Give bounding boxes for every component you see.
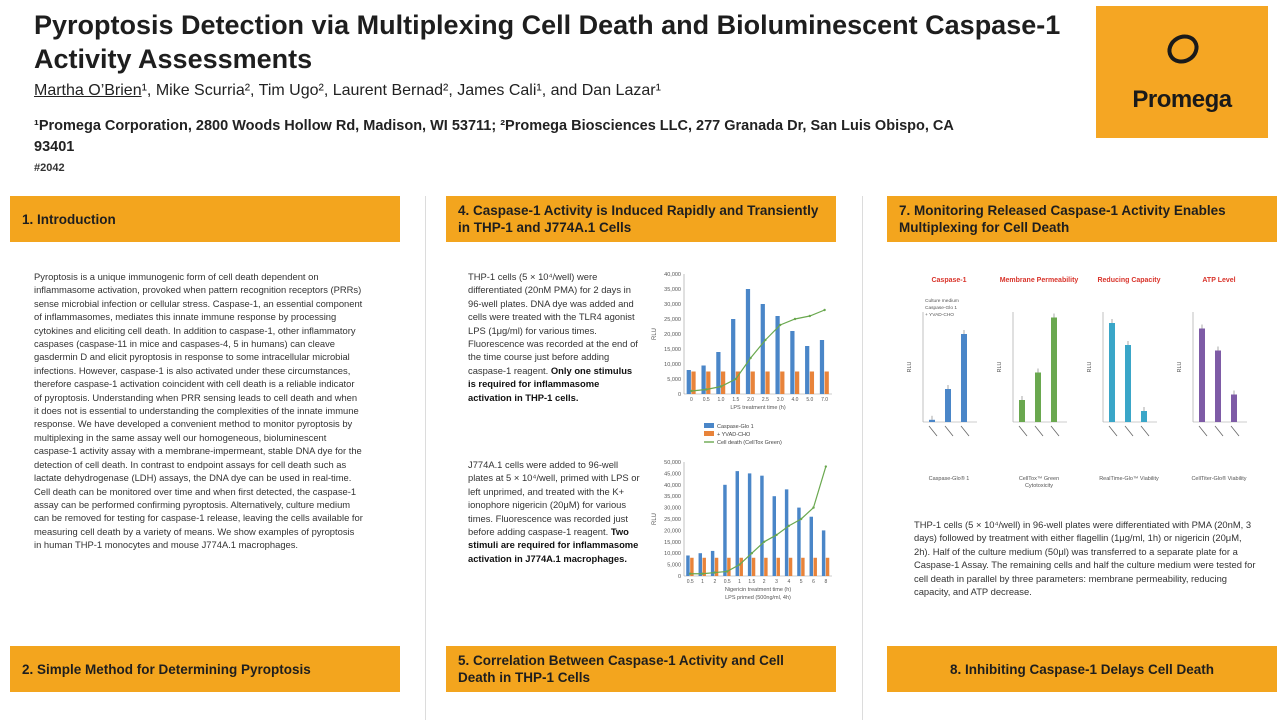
x-axis-label-2: LPS primed (500ng/ml, 4h) [725, 595, 791, 601]
y-tick-label: 10,000 [664, 551, 681, 558]
bar [810, 372, 814, 395]
panel-bar [929, 420, 935, 422]
line-point [726, 570, 728, 572]
line-point [764, 339, 766, 341]
panel-footer: CellTox™ Green [1018, 476, 1060, 482]
x-tick-label: 3.0 [776, 397, 784, 403]
x-tick-label: 3 [775, 579, 778, 585]
authors [34, 82, 661, 100]
bar [746, 289, 750, 394]
panel-footer: Caspase-Glo® 1 [928, 476, 970, 482]
line-point [812, 506, 814, 508]
x-tick-mark [1199, 426, 1207, 436]
line-point [763, 541, 765, 543]
y-axis-label: RLU [652, 512, 658, 526]
bar [740, 558, 743, 576]
x-tick-mark [929, 426, 937, 436]
x-tick-mark [1019, 426, 1027, 436]
panel-bar [1109, 323, 1115, 422]
x-tick-mark [1125, 426, 1133, 436]
bar [789, 558, 792, 576]
series-line [691, 310, 824, 391]
bar [687, 370, 691, 394]
bar [790, 331, 794, 394]
x-tick-label: 2 [713, 579, 717, 585]
panel-bar [1141, 411, 1147, 422]
x-tick-label: 2.5 [761, 397, 769, 403]
j774-text: J774A.1 cells were added to 96-well plates at 5 × 10⁴/well, primed with LPS or left unprimed, and treated with the K+ ionophore nigericin (20μM) for various times. Fluorescence was recorded just before adding caspase-1 reagent. [468, 459, 640, 538]
line-point [690, 390, 692, 392]
section-4-title: 4. Caspase-1 Activity is Induced Rapidly and Transiently in THP-1 and J774A.1 Cells [458, 203, 819, 235]
j774-conclusion: Two stimuli are required for inflammasome activation in J774A.1 macrophages. [468, 526, 639, 564]
series-line [690, 467, 826, 574]
y-tick-label: 35,000 [664, 494, 681, 501]
promega-swirl-icon [1166, 32, 1200, 66]
bar [814, 558, 817, 576]
x-tick-mark [1231, 426, 1239, 436]
x-tick-mark [1215, 426, 1223, 436]
section-4-header [446, 196, 836, 242]
y-tick-label: 20,000 [664, 332, 681, 338]
x-tick-label: 1 [738, 579, 741, 585]
panel-y-label: RLU [1177, 361, 1183, 373]
section-8-title: 8. Inhibiting Caspase-1 Delays Cell Death [949, 661, 1215, 677]
panel-y-label: RLU [1087, 361, 1093, 373]
x-tick-label: 2.0 [747, 397, 755, 403]
panel-bar [961, 334, 967, 422]
section-1-header [10, 196, 400, 242]
poster-id: #2042 [34, 162, 65, 174]
bar [721, 372, 725, 395]
y-tick-label: 25,000 [664, 317, 681, 323]
bar [795, 372, 799, 395]
y-tick-label: 25,000 [664, 517, 681, 523]
panel-bar [1125, 345, 1131, 422]
bar [777, 558, 780, 576]
x-tick-mark [1035, 426, 1043, 436]
x-tick-label: 0.5 [686, 579, 694, 585]
line-point [738, 563, 740, 565]
panel-bar [1199, 329, 1205, 423]
bar [727, 558, 730, 576]
section-1-title: 1. Introduction [22, 211, 116, 227]
other-authors: ¹, Mike Scurria², Tim Ugo², Laurent Bernad², James Cali¹, and Dan Lazar¹ [141, 82, 661, 99]
y-tick-label: 5,000 [667, 377, 681, 383]
bar [764, 558, 767, 576]
x-tick-label: 6 [812, 579, 815, 585]
brand-name: Promega [1132, 86, 1232, 113]
x-tick-label: 1.0 [717, 397, 725, 403]
j774-description [468, 458, 640, 565]
x-tick-mark [961, 426, 969, 436]
bar [699, 553, 702, 576]
bar [826, 558, 829, 576]
legend-label: Cell death (CellTox Green) [717, 440, 782, 446]
bar [822, 530, 825, 576]
bar [820, 340, 824, 394]
line-point [775, 534, 777, 536]
bar [765, 372, 769, 395]
bar [706, 372, 710, 395]
column-divider [862, 196, 863, 720]
panel-bar [1215, 351, 1221, 423]
y-tick-label: 30,000 [664, 302, 681, 308]
affiliations: ¹Promega Corporation, 2800 Woods Hollow Rd, Madison, WI 53711; ²Promega Biosciences LLC, 277 Granada Dr, San Luis Obispo, CA 93401 [34, 118, 954, 155]
line-point [779, 324, 781, 326]
y-tick-label: 20,000 [664, 528, 681, 535]
panel-title: Membrane Permeability [999, 277, 1079, 284]
bar [825, 372, 829, 395]
section-5-title: 5. Correlation Between Caspase-1 Activity and Cell Death in THP-1 Cells [458, 653, 784, 685]
poster-title: Pyroptosis Detection via Multiplexing Cell Death and Bioluminescent Caspase-1 Activity Assessments [34, 10, 1061, 74]
y-tick-label: 15,000 [664, 347, 681, 353]
line-point [701, 573, 703, 575]
line-point [794, 318, 796, 320]
section-2-header [10, 646, 400, 692]
y-tick-label: 0 [677, 392, 681, 398]
bar [752, 558, 755, 576]
line-point [825, 465, 827, 467]
y-tick-label: 10,000 [664, 362, 681, 368]
x-tick-label: 7.0 [821, 397, 829, 403]
y-tick-label: 50,000 [664, 460, 681, 466]
legend-swatch [704, 431, 714, 436]
thp1-chart [648, 266, 838, 456]
panel-bar [945, 389, 951, 422]
column-divider [425, 196, 426, 720]
y-tick-label: 5,000 [667, 562, 681, 569]
bar [780, 372, 784, 395]
panel-legend-label: Caspase-Glo 1 [925, 306, 957, 311]
line-point [705, 388, 707, 390]
panel-footer: CellTiter-Glo® Viability [1191, 476, 1247, 482]
panel-legend-label: + YVAD-CHO [925, 313, 955, 318]
bar [748, 473, 751, 576]
bar [805, 346, 809, 394]
y-tick-label: 0 [677, 574, 681, 580]
panel-title: ATP Level [1202, 277, 1236, 284]
line-point [749, 357, 751, 359]
x-tick-label: 5.0 [806, 397, 814, 403]
line-point [751, 552, 753, 554]
x-tick-label: 1.5 [732, 397, 740, 403]
j774-chart [648, 456, 838, 616]
line-point [823, 309, 825, 311]
x-tick-label: 4.0 [791, 397, 799, 403]
x-tick-label: 0 [690, 397, 693, 403]
panel-bar [1231, 395, 1237, 423]
x-tick-mark [945, 426, 953, 436]
line-point [720, 385, 722, 387]
panel-legend-label: Culture medium [925, 299, 959, 304]
multiplex-chart [895, 266, 1270, 506]
bar [751, 372, 755, 395]
x-tick-mark [1141, 426, 1149, 436]
y-tick-label: 40,000 [664, 482, 681, 489]
panel-footer-2: Cytotoxicity [1024, 483, 1054, 489]
promega-logo [1096, 6, 1268, 138]
x-tick-label: 0.5 [702, 397, 710, 403]
legend-label: + YVAD-CHO [717, 432, 751, 438]
line-point [689, 573, 691, 575]
y-axis-label: RLU [652, 327, 658, 341]
x-tick-label: 1 [701, 579, 704, 585]
x-tick-label: 4 [787, 579, 791, 585]
bar [785, 489, 788, 576]
x-tick-mark [1109, 426, 1117, 436]
bar [810, 517, 813, 576]
x-tick-label: 5 [799, 579, 803, 585]
panel-y-label: RLU [907, 361, 913, 373]
line-point [809, 315, 811, 317]
x-tick-label: 2 [762, 579, 766, 585]
bar [760, 476, 763, 576]
line-point [714, 571, 716, 573]
thp1-text: THP-1 cells (5 × 10⁴/well) were differentiated (20nM PMA) for 2 days in 96-well plates. DNA dye was added and cells were treated with the TLR4 agonist LPS (1μg/ml) for various times. Fluorescence was recorded at the end of the time course just before adding caspase-1 reagent. [468, 271, 638, 376]
legend-label: Caspase-Glo 1 [717, 424, 754, 430]
intro-text: Pyroptosis is a unique immunogenic form of cell death dependent on inflammasome activation, provoked when pattern recognition receptors (PRRs) sense microbial infection or cellular stress. Caspase-1, an essential component of inflammasomes, mediates this innate immune response by processing cytokines and eliciting cell death. In addition to caspase-1, other inflammatory caspases (caspase-11 in mice and caspases-4, 5 in humans) can cleave gasdermin D and elicit pyroptosis in response to some intracellular microbial infections. However, caspase-1 is also activated under these circumstances, therefore caspase-1 activation coincident with cell death is a reliable indicator of pyroptosis. Understanding when PRR sensing leads to cell death and when it does not is essential to understanding the complexities of the innate immune response. We have developed a convenient method to monitor pyroptosis by multiplexing in the same assay well our homogeneous, bioluminescent caspase-1 activity assay with a membrane-impermeant, stable DNA dye for the detection of cell death. In contrast to endpoint assays for cell death such as lactate dehydrogenase (LDH) assays, the DNA dye can be used in real-time. Cell death can be monitored over time and when first detected, the caspase-1 assay can be performed confirming pyroptosis. Alternatively, culture medium can be removed for testing for caspase-1 release, leaving the cells available for measuring cell death by a variety of means. We show examples of pyroptosis in human THP-1 monocytes and mouse J774A.1 macrophages. [34, 271, 363, 551]
section-7-header [887, 196, 1277, 242]
line-point [735, 378, 737, 380]
section-7-text: THP-1 cells (5 × 10⁴/well) in 96-well plates were differentiated with PMA (20nM, 3 days) followed by treatment with either flagellin (1μg/ml, 1h) or nigericin (20μM, 2h). Half of the culture medium (50μl) was transferred to a separate plate for a Caspase-1 Assay. The remaining cells and half the culture medium were tested for cell death in parallel by three parameters: membrane permeability, reducing capacity, and ATP decrease. [914, 519, 1256, 598]
y-tick-label: 30,000 [664, 505, 681, 512]
first-author[interactable]: Martha O’Brien [34, 82, 142, 99]
x-tick-label: 0.5 [723, 579, 731, 585]
x-tick-label: 1.5 [748, 579, 756, 585]
panel-bar [1035, 373, 1041, 423]
line-point [788, 525, 790, 527]
section-8-header [887, 646, 1277, 692]
bar [723, 485, 726, 576]
panel-title: Caspase-1 [931, 277, 967, 284]
bar [736, 471, 739, 576]
line-point [800, 518, 802, 520]
section-2-title: 2. Simple Method for Determining Pyroptosis [22, 661, 311, 677]
x-axis-label: Nigericin treatment time (h) [724, 587, 792, 593]
panel-footer: RealTime-Glo™ Viability [1099, 476, 1159, 482]
section-5-header [446, 646, 836, 692]
y-tick-label: 15,000 [664, 539, 681, 546]
panel-y-label: RLU [997, 361, 1003, 373]
x-tick-label: 8 [824, 579, 828, 585]
panel-bar [1051, 318, 1057, 423]
y-tick-label: 35,000 [664, 287, 681, 293]
section-7-title: 7. Monitoring Released Caspase-1 Activity Enables Multiplexing for Cell Death [899, 203, 1226, 235]
bar [801, 558, 804, 576]
bar [731, 319, 735, 394]
x-tick-mark [1051, 426, 1059, 436]
bar [761, 304, 765, 394]
y-tick-label: 45,000 [664, 471, 681, 478]
panel-title: Reducing Capacity [1097, 277, 1161, 284]
panel-bar [1019, 400, 1025, 422]
bar [797, 508, 800, 576]
thp1-description [468, 270, 640, 404]
x-axis-label: LPS treatment time (h) [730, 405, 786, 411]
legend-swatch [704, 423, 714, 428]
y-tick-label: 40,000 [664, 272, 681, 278]
thp1-conclusion: Only one stimulus is required for inflammasome activation in THP-1 cells. [468, 364, 633, 403]
bar [686, 555, 689, 576]
